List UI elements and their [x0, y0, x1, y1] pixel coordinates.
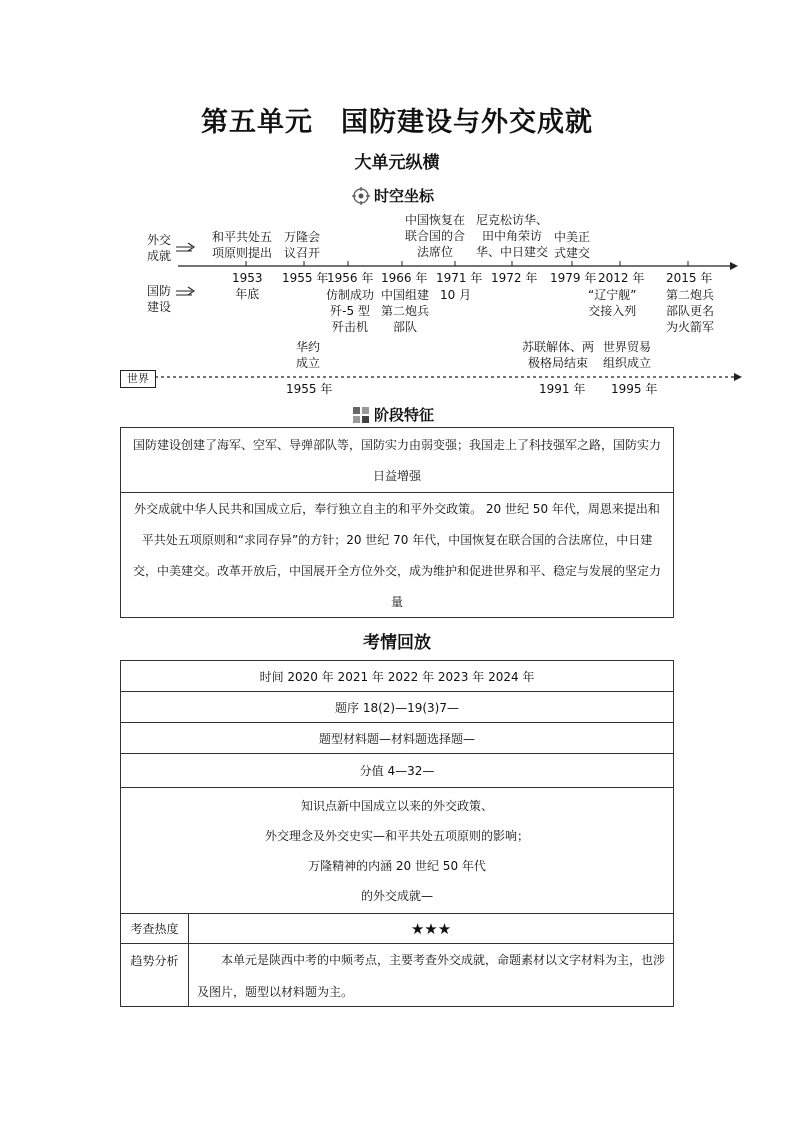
timeline-year: 1971 年	[436, 271, 483, 285]
diplomacy-event: 尼克松访华、 田中角荣访 华、中日建交	[476, 213, 549, 259]
world-event-year: 1955 年	[286, 382, 333, 396]
exam-point-line: 知识点新中国成立以来的外交政策、	[300, 798, 493, 813]
diplomacy-event: 中国恢复在 联合国的合 法席位	[405, 213, 466, 259]
exam-point-line: 外交理念及外交史实—和平共处五项原则的影响；	[264, 828, 529, 843]
timeline-year: 1955 年	[282, 271, 329, 285]
defense-event: 中国组建 第二炮兵 部队	[381, 288, 430, 334]
timeline-year: 2015 年	[666, 271, 713, 285]
world-event: 苏联解体、两 极格局结束	[522, 340, 595, 370]
exam-section-heading: 考情回放	[363, 633, 431, 653]
page-title: 第五单元 国防建设与外交成就	[201, 107, 593, 138]
diplomacy-event: 和平共处五 项原则提出	[212, 230, 273, 260]
exam-point-line: 万隆精神的内涵 20 世纪 50 年代	[308, 858, 486, 873]
exam-row-order: 题序 18(2)—19(3)7—	[120, 691, 674, 723]
row-label-defense: 国防 建设	[147, 284, 172, 314]
world-event-year: 1991 年	[539, 382, 586, 396]
defense-event: “辽宁舰” 交接入列	[588, 288, 637, 318]
exam-row-time: 时间 2020 年 2021 年 2022 年 2023 年 2024 年	[120, 660, 674, 692]
heat-value: ★★★	[188, 913, 674, 944]
heat-label: 考查热度	[120, 913, 189, 944]
defense-event: 仿制成功 歼-5 型 歼击机	[326, 288, 375, 334]
trend-label: 趋势分析	[120, 943, 189, 1007]
row-label-diplomacy: 外交 成就	[147, 233, 172, 263]
blocks-icon	[352, 406, 370, 424]
trend-text: 本单元是陕西中考的中频考点，主要考查外交成就，命题素材以文字材料为主，也涉及图片，题型以材料题为主。	[188, 943, 674, 1007]
diplomacy-event: 万隆会 议召开	[284, 230, 321, 260]
exam-point-line: 的外交成就—	[360, 888, 433, 903]
feature-defense: 国防建设创建了海军、空军、导弹部队等，国防实力由弱变强；我国走上了科技强军之路，国防实力日益增强	[120, 427, 674, 493]
exam-row-type: 题型材料题—材料题选择题—	[120, 722, 674, 754]
timeline-axes	[0, 0, 794, 420]
exam-row-score: 分值 4—32—	[120, 753, 674, 788]
timeline-year: 1953 年底	[232, 271, 263, 301]
timeline-year: 1972 年	[491, 271, 538, 285]
row-label-world: 世界	[120, 370, 156, 388]
feature-diplomacy: 外交成就中华人民共和国成立后，奉行独立自主的和平外交政策。 20 世纪 50 年代，周恩来提出和平共处五项原则和“求同存异”的方针；20 世纪 70 年代，中国恢复在联合国的合法席位，中日建交，中美建交。改革开放后，中国展开全方位外交，成为维护和促进世界和平、稳定与发展的坚定力量	[120, 492, 674, 618]
world-event-year: 1995 年	[611, 382, 658, 396]
defense-event: 第二炮兵 部队更名 为火箭军	[666, 288, 715, 334]
exam-row-points	[120, 787, 674, 914]
defense-event: 10 月	[440, 288, 472, 302]
timeline-year: 1956 年	[327, 271, 374, 285]
world-event: 世界贸易 组织成立	[603, 340, 652, 370]
world-event: 华约 成立	[296, 340, 321, 370]
timeline-year: 1979 年	[550, 271, 597, 285]
timeline-year: 2012 年	[598, 271, 645, 285]
features-section-label: 阶段特征	[374, 406, 435, 424]
timeline-section-label: 时空坐标	[374, 187, 435, 205]
timeline-year: 1966 年	[381, 271, 428, 285]
diplomacy-event: 中美正 式建交	[554, 230, 591, 260]
features-section-heading	[352, 404, 434, 425]
page-subtitle: 大单元纵横	[354, 153, 440, 173]
